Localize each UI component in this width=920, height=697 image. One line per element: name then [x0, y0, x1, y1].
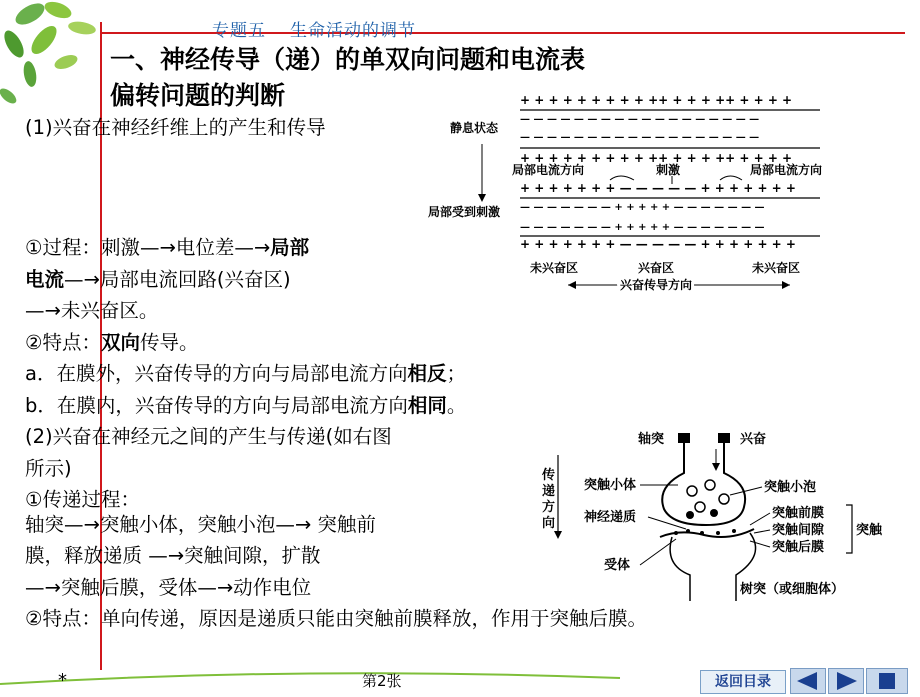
text-line-2b: 局部 — [270, 236, 310, 259]
label-unexcited-left: 未兴奋区 — [530, 261, 579, 275]
text-line-3a: 电流 — [25, 268, 65, 291]
header-topic: 生命活动的调节 — [290, 21, 416, 41]
text-line-12: 膜，释放递质 —→突触间隙，扩散 — [25, 544, 321, 567]
label-excited: 兴奋区 — [638, 261, 675, 275]
row-mix-3: — — — — — — — + + + + + — — — — — — — — [520, 222, 765, 233]
leaf-decoration — [0, 0, 120, 110]
text-line-7b: 相同 — [407, 394, 447, 417]
text-line-9: 所示) — [25, 457, 72, 480]
text-line-6c: ； — [446, 362, 466, 385]
label-direction-2: 递 — [542, 484, 556, 499]
text-line-7 — [25, 390, 466, 422]
text-line-8: (2)兴奋在神经元之间的产生与传递(如右图 — [25, 425, 392, 448]
label-local-current-right: 局部电流方向 — [750, 163, 823, 177]
label-pre-membrane: 突触前膜 — [772, 506, 825, 521]
arrow-right-icon — [829, 669, 863, 693]
text-line-2a: ①过程：刺激—→电位差—→ — [25, 236, 271, 259]
text-line-5 — [25, 327, 199, 359]
text-line-6b: 相反 — [407, 362, 447, 385]
footer-star: * — [58, 670, 67, 691]
text-line-3b: —→局部电流回路(兴奋区) — [64, 268, 291, 291]
next-button[interactable] — [828, 668, 864, 694]
text-line-14: ②特点：单向传递，原因是递质只能由突触前膜释放，作用于突触后膜。 — [25, 607, 647, 630]
text-line-5a: ②特点： — [25, 331, 101, 354]
header-chapter: 专题五 — [212, 21, 266, 41]
end-button[interactable] — [866, 668, 908, 694]
row-mix-4: + + + + + + + — — — — — + + + + + + + — [520, 237, 796, 251]
label-local-current-left: 局部电流方向 — [512, 163, 585, 177]
text-line-10: ①传递过程： — [25, 488, 140, 511]
nerve-fiber-diagram — [420, 88, 850, 298]
label-direction-4: 向 — [542, 516, 556, 531]
text-line-5c: 传导。 — [140, 331, 199, 354]
row-plus-1: + + + + + + + + + ++ + + + ++ + + + + — [520, 93, 793, 107]
label-synaptic-knob: 突触小体 — [584, 478, 637, 493]
label-axon: 轴突 — [638, 432, 665, 447]
label-synaptic-vesicle: 突触小泡 — [764, 480, 817, 495]
label-dendrite: 树突（或细胞体） — [740, 582, 845, 597]
arrow-left-icon — [791, 669, 825, 693]
stop-square-icon — [867, 669, 907, 693]
label-conduction: 兴奋传导方向 — [620, 278, 693, 292]
label-direction-3: 方 — [542, 500, 556, 515]
prev-button[interactable] — [790, 668, 826, 694]
label-receptor: 受体 — [604, 558, 631, 573]
label-synapse: 突触 — [856, 523, 883, 538]
title-line-1: 一、神经传导（递）的单双向问题和电流表 — [110, 45, 586, 74]
label-cleft: 突触间隙 — [772, 523, 825, 538]
label-stimulus: 刺激 — [656, 163, 681, 177]
row-mix-1: + + + + + + + — — — — — + + + + + + + — [520, 181, 796, 195]
label-stimulated: 局部受到刺激 — [428, 205, 501, 219]
title-line-2: 偏转问题的判断 — [110, 81, 286, 110]
label-transmitter: 神经递质 — [584, 510, 637, 525]
text-line-6a: a．在膜外，兴奋传导的方向与局部电流方向 — [25, 362, 408, 385]
text-line-7a: b．在膜内，兴奋传导的方向与局部电流方向 — [25, 394, 408, 417]
label-post-membrane: 突触后膜 — [772, 540, 825, 555]
text-line-6 — [25, 358, 466, 390]
slide-header — [212, 16, 416, 41]
row-minus-1: — — — — — — — — — — — — — — — — — — — [520, 114, 760, 125]
label-direction-1: 传 — [542, 468, 556, 483]
text-line-7c: 。 — [446, 394, 467, 417]
text-line-1: (1)兴奋在神经纤维上的产生和传导 — [25, 116, 326, 139]
synapse-diagram — [540, 425, 895, 605]
row-minus-2: — — — — — — — — — — — — — — — — — — — [520, 132, 760, 143]
label-unexcited-right: 未兴奋区 — [752, 261, 801, 275]
page-number: 第2张 — [362, 672, 402, 690]
text-line-5b: 双向 — [100, 331, 140, 354]
label-resting: 静息状态 — [450, 121, 499, 135]
text-line-4: —→未兴奋区。 — [25, 299, 159, 322]
text-line-3 — [25, 264, 291, 296]
label-excitation: 兴奋 — [740, 432, 767, 447]
back-to-toc-button[interactable]: 返回目录 — [700, 670, 786, 694]
row-mix-2: — — — — — — — + + + + + — — — — — — — — [520, 202, 765, 213]
text-line-11: 轴突—→突触小体，突触小泡—→ 突触前 — [25, 513, 376, 536]
text-line-13: —→突触后膜，受体—→动作电位 — [25, 576, 312, 599]
text-line-2 — [25, 232, 309, 264]
row-plus-2: + + + + + + + + + ++ + + + ++ + + + + — [520, 151, 793, 165]
